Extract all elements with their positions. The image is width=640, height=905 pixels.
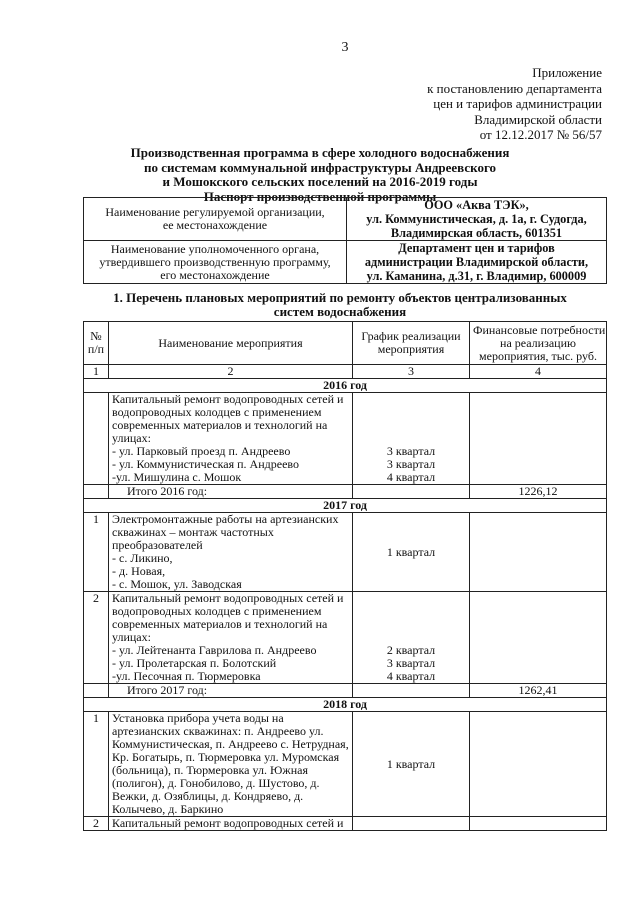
row-description: Капитальный ремонт водопроводных сетей и водопроводных колодцев с применением современных материалов и технологий на улицах: - ул. Парковый проезд п. Андреево - ул. Коммунистическая п. Андреево -ул. Мишулина с. Мошок (109, 393, 353, 485)
appendix-line: Приложение (532, 65, 602, 80)
appendix-line: к постановлению департамента (427, 80, 602, 96)
works-table (83, 321, 607, 831)
total-row-2017 (84, 684, 607, 698)
table-header-row (84, 322, 607, 365)
table-row (84, 817, 607, 831)
year-row-2017 (84, 499, 607, 513)
row-schedule (353, 817, 470, 831)
table-row (84, 712, 607, 817)
section-title-line: 1. Перечень плановых мероприятий по ремонту объектов централизованных (113, 290, 567, 305)
row-num: 1 (84, 513, 109, 592)
row-schedule: 3 квартал 3 квартал 4 квартал (353, 393, 470, 485)
passport-row (84, 198, 607, 241)
total-label: Итого 2017 год: (109, 684, 353, 698)
section-title-line: систем водоснабжения (273, 304, 407, 319)
row-finance (470, 592, 607, 684)
row-description: Капитальный ремонт водопроводных сетей и (109, 817, 353, 831)
row-num: 1 (84, 712, 109, 817)
total-value: 1226,12 (470, 485, 607, 499)
row-description: Установка прибора учета воды на артезианских скважинах: п. Андреево ул. Коммунистическая, п. Андреево с. Нетрудная, Кр. Богатырь, п. Тюрмеровка ул. Муромская (больница), п. Тюрмеровка ул. Южная (полигон), д. Гонобилово, д. Шустово, д. Вежки, д. Озяблицы, д. Кондряево, д. Колычево, д. Баркино (109, 712, 353, 817)
col-number: 2 (109, 365, 353, 379)
row-description: Капитальный ремонт водопроводных сетей и водопроводных колодцев с применением современных материалов и технологий на улицах: - ул. Лейтенанта Гаврилова п. Андреево - ул. Пролетарская п. Болотский -ул. Песочная п. Тюрмеровка (109, 592, 353, 684)
title-line: по системам коммунальной инфраструктуры Андреевского (143, 159, 497, 175)
passport-value: Департамент цен и тарифов администрации Владимирской области, ул. Каманина, д.31, г. Владимир, 600009 (347, 241, 607, 284)
title-line: Производственная программа в сфере холодного водоснабжения (130, 145, 510, 160)
year-label: 2017 год (84, 499, 607, 513)
table-row (84, 592, 607, 684)
table-row (84, 513, 607, 592)
passport-label: Наименование уполномоченного органа, утвердившего производственную программу, его местонахождение (84, 241, 347, 284)
document-title (60, 146, 580, 204)
page-number: 3 (341, 40, 349, 55)
title-line: Паспорт производственной программы (203, 188, 437, 204)
row-finance (470, 712, 607, 817)
appendix-block (342, 65, 602, 143)
total-row-2016 (84, 485, 607, 499)
year-row-2016 (84, 379, 607, 393)
row-num (84, 393, 109, 485)
appendix-line: от 12.12.2017 № 56/57 (479, 127, 602, 142)
row-finance (470, 393, 607, 485)
appendix-line: Владимирской области (474, 111, 602, 127)
passport-table (83, 197, 607, 284)
col-number: 3 (353, 365, 470, 379)
row-finance (470, 817, 607, 831)
row-schedule: 1 квартал (353, 712, 470, 817)
passport-label: Наименование регулируемой организации, ее местонахождение (84, 198, 347, 241)
passport-value: ООО «Аква ТЭК», ул. Коммунистическая, д. 1а, г. Судогда, Владимирская область, 601351 (347, 198, 607, 241)
year-row-2018 (84, 698, 607, 712)
table-row (84, 393, 607, 485)
section-title (60, 291, 620, 319)
header-finance: Финансовые потребности на реализацию мероприятия, тыс. руб. (470, 322, 607, 365)
row-schedule: 2 квартал 3 квартал 4 квартал (353, 592, 470, 684)
row-num: 2 (84, 592, 109, 684)
header-num: № п/п (84, 322, 109, 365)
year-label: 2018 год (84, 698, 607, 712)
header-name: Наименование мероприятия (109, 322, 353, 365)
col-number: 1 (84, 365, 109, 379)
year-label: 2016 год (84, 379, 607, 393)
header-schedule: График реализации мероприятия (353, 322, 470, 365)
row-schedule: 1 квартал (353, 513, 470, 592)
total-value: 1262,41 (470, 684, 607, 698)
total-label: Итого 2016 год: (109, 485, 353, 499)
row-finance (470, 513, 607, 592)
passport-row (84, 241, 607, 284)
appendix-line: цен и тарифов администрации (433, 96, 602, 111)
col-number: 4 (470, 365, 607, 379)
row-num: 2 (84, 817, 109, 831)
row-description: Электромонтажные работы на артезианских скважинах – монтаж частотных преобразователей - с. Ликино, - д. Новая, - с. Мошок, ул. Заводская (109, 513, 353, 592)
column-number-row (84, 365, 607, 379)
title-line: и Мошокского сельских поселений на 2016-2019 годы (162, 174, 478, 189)
